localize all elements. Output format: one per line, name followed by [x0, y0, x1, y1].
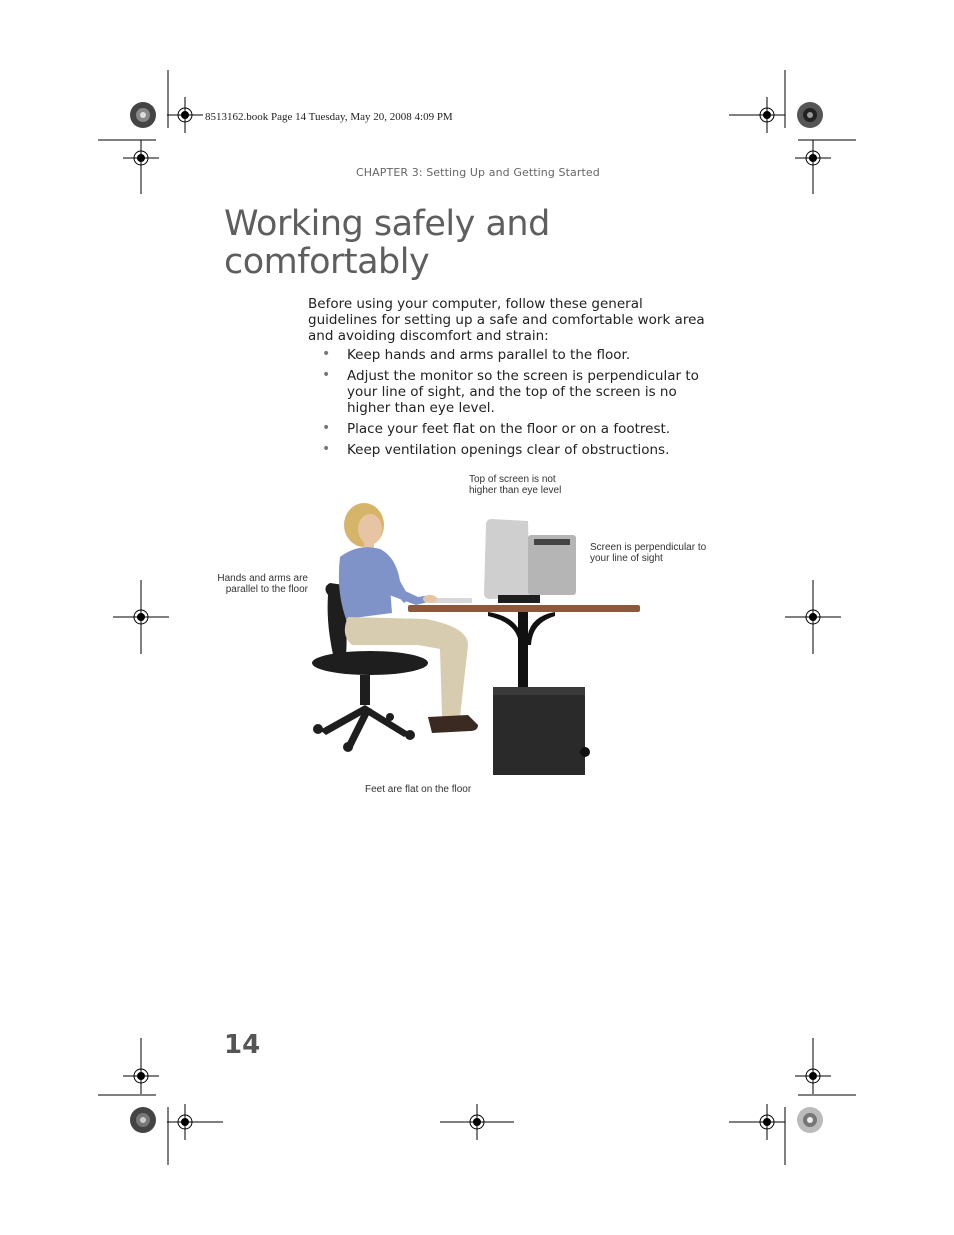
- page-number: 14: [224, 1030, 261, 1060]
- list-item-text: Keep hands and arms parallel to the floor.: [347, 347, 631, 363]
- intro-paragraph: Before using your computer, follow these general guidelines for setting up a safe and comfortable work area and avoiding discomfort and strain:: [308, 296, 705, 344]
- page-title: [224, 205, 644, 281]
- caption-top-of-screen: [469, 474, 589, 496]
- caption-line: parallel to the floor: [225, 584, 308, 595]
- caption-line: Hands and arms are: [217, 573, 308, 584]
- bullet-icon: •: [322, 367, 331, 383]
- seated-person: [339, 503, 478, 733]
- list-item-text: Adjust the monitor so the screen is perpendicular to your line of sight, and the top of the screen is no higher than eye level.: [347, 368, 699, 416]
- ergonomic-workstation-illustration: [300, 495, 645, 780]
- computer-tower: [493, 687, 590, 775]
- page-title-line-2: comfortably: [224, 242, 430, 282]
- list-item: [322, 347, 708, 363]
- caption-screen-perpendicular: [590, 542, 720, 564]
- page-title-line-1: Working safely and: [224, 204, 550, 244]
- caption-feet-flat: Feet are flat on the floor: [365, 784, 472, 795]
- list-item: [322, 368, 708, 416]
- guidelines-list: [322, 347, 708, 463]
- bullet-icon: •: [322, 420, 331, 436]
- print-slug: 8513162.book Page 14 Tuesday, May 20, 2008 4:09 PM: [205, 111, 453, 123]
- caption-hands-arms: [200, 573, 308, 595]
- list-item: [322, 421, 708, 437]
- bullet-icon: •: [322, 441, 331, 457]
- bullet-icon: •: [322, 346, 331, 362]
- list-item: [322, 442, 708, 458]
- list-item-text: Keep ventilation openings clear of obstructions.: [347, 442, 670, 458]
- crt-monitor: [484, 519, 576, 603]
- running-head: CHAPTER 3: Setting Up and Getting Started: [356, 166, 600, 179]
- list-item-text: Place your feet flat on the floor or on a footrest.: [347, 421, 671, 437]
- caption-line: Screen is perpendicular to: [590, 542, 707, 553]
- caption-line: higher than eye level: [469, 485, 562, 496]
- caption-line: your line of sight: [590, 553, 663, 564]
- caption-line: Top of screen is not: [469, 474, 556, 485]
